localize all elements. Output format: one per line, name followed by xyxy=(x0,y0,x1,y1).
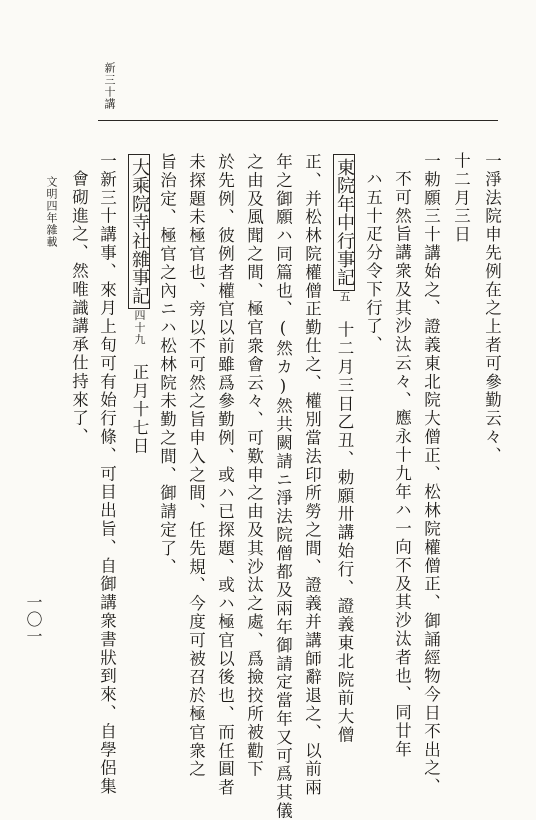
source-volume: 五 xyxy=(338,290,351,303)
text-column-8: 年之御願ハ同篇也、(然カ)然共闕請ニ淨法院僧都及兩年御請定當年又可爲其儀 xyxy=(273,153,293,820)
entry-text: 正月十七日 xyxy=(130,345,149,456)
page-number: 一〇一 xyxy=(24,594,43,645)
source-citation-bracket xyxy=(333,154,355,291)
source-citation-bracket xyxy=(128,154,150,309)
text-column-15: 會砌進之、然唯識講承仕持來了、 xyxy=(69,170,89,446)
text-column-12: 旨治定、極官之內ニハ松林院未勤之間、御請定了、 xyxy=(157,153,177,577)
entry-text: 十二月三日乙丑、勅願卅講始行、證義東北院前大僧 xyxy=(335,302,354,745)
text-column-9: 之由及風聞之間、極官衆會云々、可歎申之由及其沙汰之處、爲撿挍所被勸下 xyxy=(244,153,264,779)
text-column-2: 十二月三日 xyxy=(451,152,471,244)
text-column-7: 正、并松林院權僧正勤仕之、權別當法印所勞之間、證義并講師辭退之、以前兩 xyxy=(302,153,322,797)
source-title: 東院年中行事記 xyxy=(334,158,355,287)
text-column-5: ハ五十疋分令下行了、 xyxy=(363,170,383,354)
text-column-14: 一新三十講事、來月上旬可有始行條、可目出旨、自御講衆書狀到來、自學侶集 xyxy=(97,152,117,796)
text-column-6 xyxy=(333,154,355,744)
text-column-1: 一淨法院申先例在之上者可參勤云々、 xyxy=(482,152,502,465)
source-title: 大乘院寺社雜事記 xyxy=(129,158,150,306)
running-header: 新三十講 xyxy=(103,62,116,110)
text-column-3: 一勅願三十講始之、證義東北院大僧正、松林院權僧正、御誦經物今日不出之、 xyxy=(421,152,441,796)
header-rule xyxy=(98,120,498,121)
text-column-10: 於先例、彼例者權官以前雖爲參勤例、或ハ已探題、或ハ極官以後也、而任圓者 xyxy=(215,153,235,797)
book-title: 文明四年雜載 xyxy=(45,176,58,248)
source-volume: 四十九 xyxy=(133,309,146,346)
text-column-4: 不可然旨講衆及其沙汰云々、應永十九年ハ一向不及其沙汰者也、同廿年 xyxy=(392,170,412,759)
text-column-11: 未探題未極官也、旁以不可然之旨申入之間、任先規、今度可被召於極官衆之 xyxy=(186,153,206,779)
text-column-13 xyxy=(128,154,150,456)
